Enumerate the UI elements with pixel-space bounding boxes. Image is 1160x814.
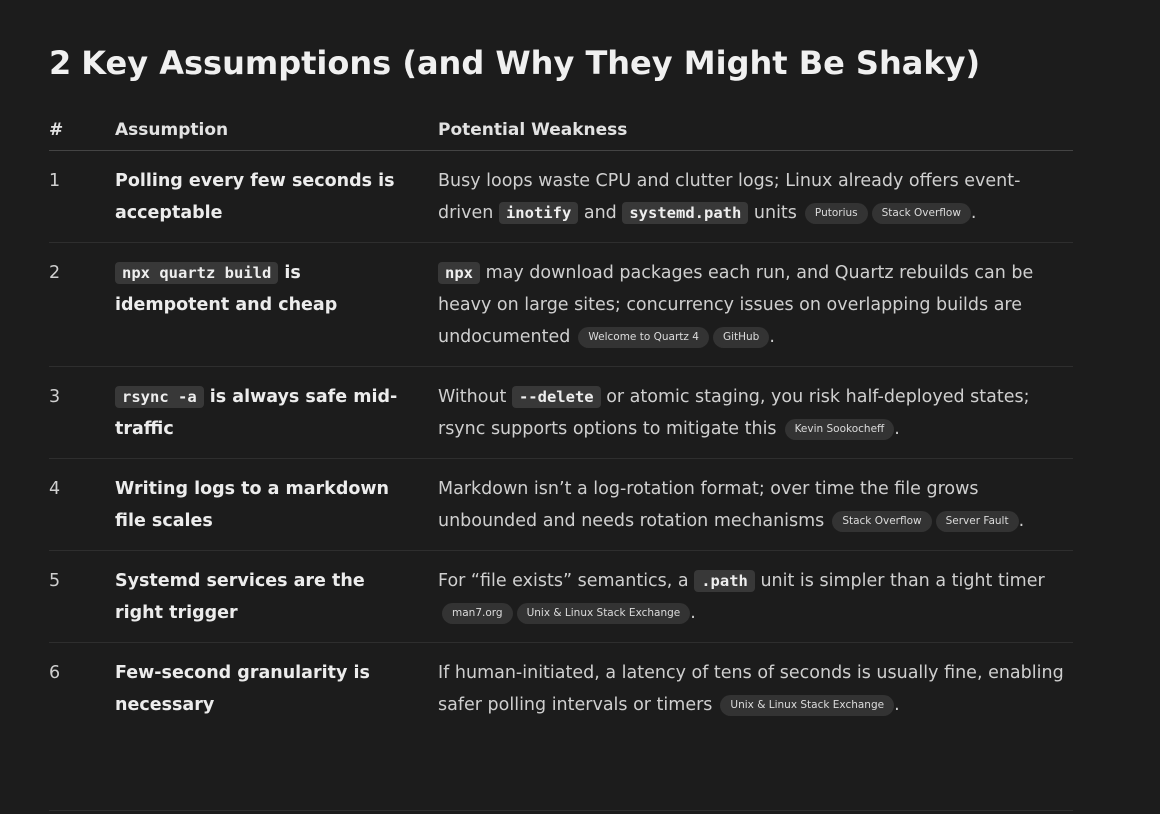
sentence-end: . bbox=[894, 419, 900, 439]
table-header-row bbox=[49, 112, 1073, 151]
assumption-cell bbox=[115, 459, 438, 551]
source-link[interactable]: Putorius bbox=[805, 203, 868, 224]
assumption-text: is idempotent and cheap bbox=[115, 263, 338, 315]
section-heading bbox=[49, 44, 980, 82]
assumption-cell bbox=[115, 243, 438, 367]
weakness-text: unit is simpler than a tight timer bbox=[754, 571, 1045, 591]
source-link[interactable]: Server Fault bbox=[936, 511, 1019, 532]
assumptions-table bbox=[49, 112, 1073, 734]
weakness-text: or atomic staging, you risk half-deployed states; rsync supports options to mitigate this bbox=[438, 387, 1030, 439]
source-link[interactable]: Stack Overflow bbox=[832, 511, 931, 532]
weakness-text: and bbox=[578, 203, 623, 223]
weakness-text: If human-initiated, a latency of tens of seconds is usually fine, enabling safer polling intervals or timers bbox=[438, 663, 1064, 715]
weakness-cell bbox=[438, 243, 1073, 367]
inline-code: rsync -a bbox=[115, 386, 204, 408]
table-row bbox=[49, 151, 1073, 243]
sentence-end: . bbox=[970, 203, 977, 223]
assumption-cell bbox=[115, 643, 438, 735]
assumption-text: Polling every few seconds is acceptable bbox=[115, 171, 395, 223]
assumption-text: Writing logs to a markdown file scales bbox=[115, 479, 389, 531]
inline-code: --delete bbox=[512, 386, 601, 408]
assumption-text: Systemd services are the right trigger bbox=[115, 571, 365, 623]
inline-code: npx quartz build bbox=[115, 262, 278, 284]
row-number: 3 bbox=[49, 367, 115, 459]
sentence-end: . bbox=[1018, 511, 1025, 531]
weakness-text: Without bbox=[438, 387, 512, 407]
table-row bbox=[49, 367, 1073, 459]
inline-code: .path bbox=[694, 570, 755, 592]
weakness-cell bbox=[438, 151, 1073, 243]
weakness-text: Busy loops waste CPU and clutter logs; Linux already offers event-driven bbox=[438, 171, 1021, 223]
source-link[interactable]: Unix & Linux Stack Exchange bbox=[517, 603, 691, 624]
section-number: 2 bbox=[49, 44, 72, 82]
row-number: 1 bbox=[49, 151, 115, 243]
source-link[interactable]: Kevin Sookocheff bbox=[785, 419, 895, 440]
weakness-cell bbox=[438, 459, 1073, 551]
row-number: 5 bbox=[49, 551, 115, 643]
inline-code: npx bbox=[438, 262, 480, 284]
table-bottom-divider bbox=[49, 810, 1073, 811]
table-row bbox=[49, 243, 1073, 367]
table-row bbox=[49, 551, 1073, 643]
assumption-cell bbox=[115, 151, 438, 243]
column-header-number: # bbox=[49, 112, 115, 151]
column-header-weakness: Potential Weakness bbox=[438, 112, 1073, 151]
row-number: 2 bbox=[49, 243, 115, 367]
source-link[interactable]: Welcome to Quartz 4 bbox=[578, 327, 709, 348]
inline-code: systemd.path bbox=[622, 202, 748, 224]
weakness-text: units bbox=[748, 203, 797, 223]
weakness-text: may download packages each run, and Quartz rebuilds can be heavy on large sites; concurrency issues on overlapping builds are undocumented bbox=[438, 263, 1034, 347]
source-link[interactable]: Unix & Linux Stack Exchange bbox=[720, 695, 894, 716]
row-number: 4 bbox=[49, 459, 115, 551]
source-link[interactable]: Stack Overflow bbox=[872, 203, 971, 224]
assumption-cell bbox=[115, 551, 438, 643]
weakness-text: Markdown isn’t a log-rotation format; over time the file grows unbounded and needs rotation mechanisms bbox=[438, 479, 979, 531]
assumption-cell bbox=[115, 367, 438, 459]
assumption-text: Few-second granularity is necessary bbox=[115, 663, 370, 715]
weakness-cell bbox=[438, 551, 1073, 643]
sentence-end: . bbox=[769, 327, 775, 347]
table-row bbox=[49, 643, 1073, 735]
column-header-assumption: Assumption bbox=[115, 112, 438, 151]
assumption-text: is always safe mid-traffic bbox=[115, 387, 398, 439]
section-title: Key Assumptions (and Why They Might Be Shaky) bbox=[81, 44, 981, 82]
inline-code: inotify bbox=[499, 202, 578, 224]
source-link[interactable]: GitHub bbox=[713, 327, 769, 348]
row-number: 6 bbox=[49, 663, 61, 683]
sentence-end: . bbox=[894, 695, 900, 715]
table-row bbox=[49, 459, 1073, 551]
source-link[interactable]: man7.org bbox=[442, 603, 513, 624]
weakness-cell bbox=[438, 367, 1073, 459]
weakness-text: For “file exists” semantics, a bbox=[438, 571, 695, 591]
weakness-cell bbox=[438, 643, 1073, 735]
sentence-end: . bbox=[690, 603, 696, 623]
